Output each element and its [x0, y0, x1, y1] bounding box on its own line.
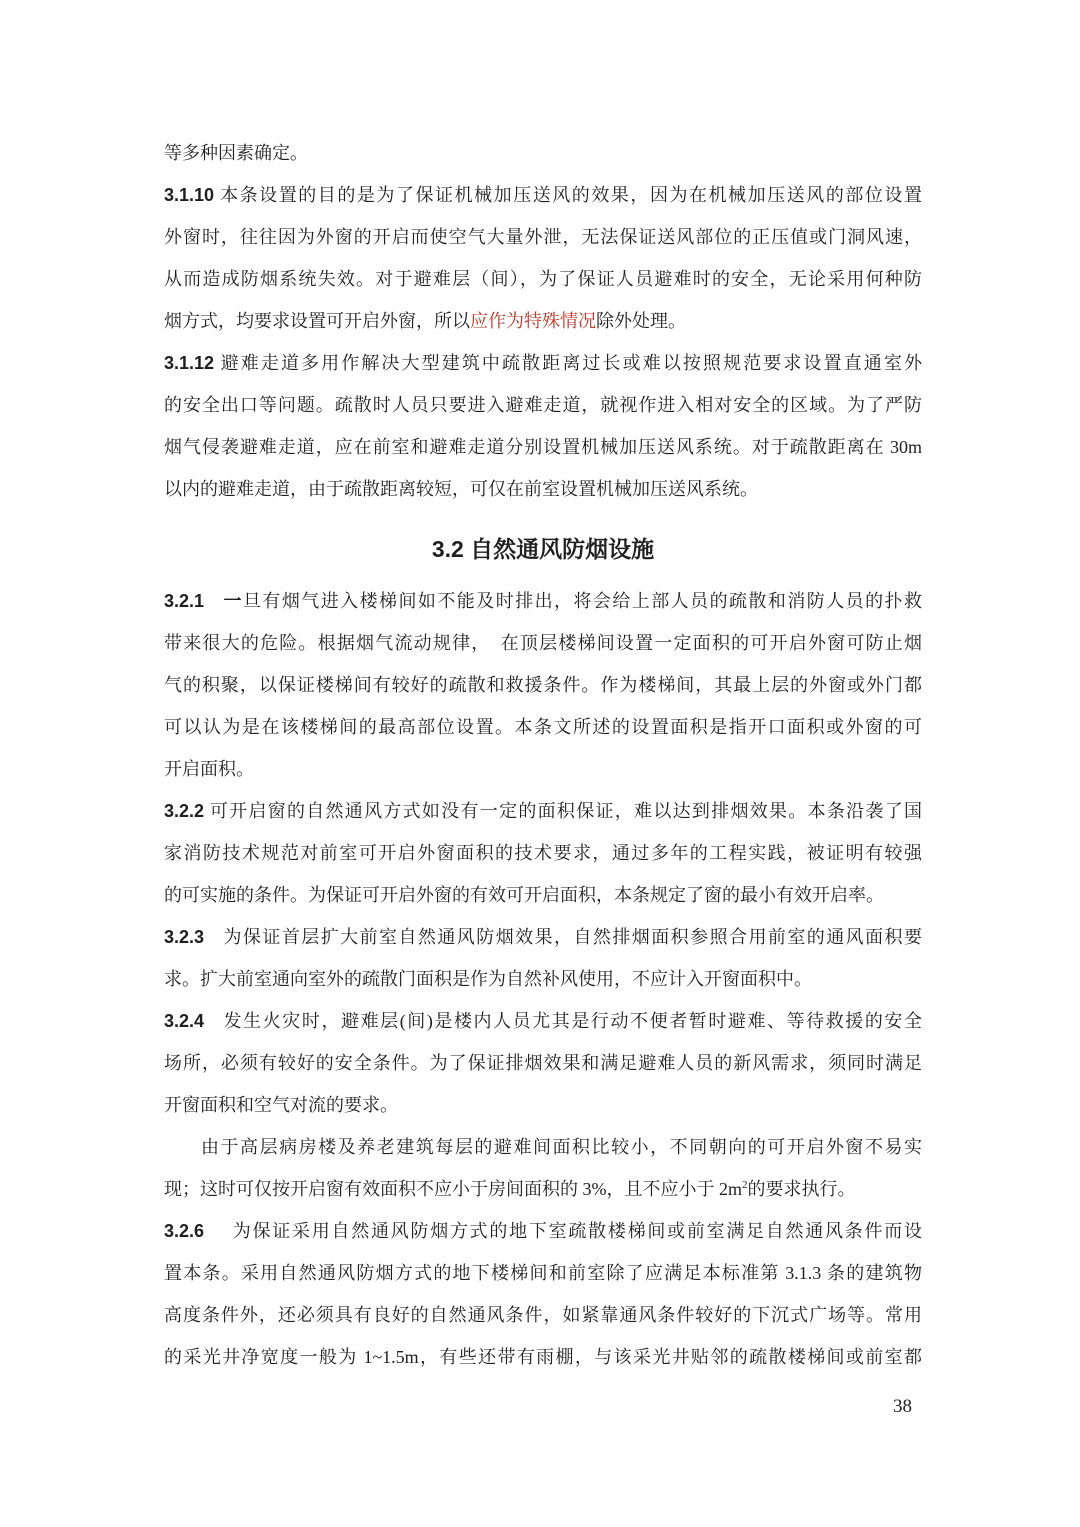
text-line [164, 874, 922, 916]
text-line [164, 216, 922, 258]
text-line [164, 748, 922, 790]
section-number: 3.2.2 [164, 801, 205, 821]
text-line [164, 832, 922, 874]
text-line [164, 132, 922, 174]
page-content [164, 132, 922, 1378]
text-segment: 为保证首层扩大前室自然通风防烟效果，自然排烟面积参照合用前室的通风面积要 [204, 927, 922, 947]
text-line [164, 1084, 922, 1126]
text-line [164, 1252, 922, 1294]
text-segment: 可以认为是在该楼梯间的最高部位设置。本条文所述的设置面积是指开口面积或外窗的可 [164, 717, 922, 737]
text-segment: 3.2 自然通风防烟设施 [431, 536, 655, 562]
text-segment: 本条设置的目的是为了保证机械加压送风的效果，因为在机械加压送风的部位设置 [214, 185, 922, 205]
text-segment: 等多种因素确定。 [164, 143, 308, 163]
text-segment: 的采光井净宽度一般为 1~1.5m，有些还带有雨棚，与该采光井贴邻的疏散楼梯间或前室都 [164, 1347, 922, 1367]
text-line [164, 342, 922, 384]
text-line [164, 1294, 922, 1336]
text-segment: 的可实施的条件。为保证可开启外窗的有效可开启面积，本条规定了窗的最小有效开启率。 [164, 885, 884, 905]
text-line [164, 1210, 922, 1252]
text-segment: 现；这时可仅按开启窗有效面积不应小于房间面积的 3%，且不应小于 2m [164, 1179, 742, 1199]
text-segment: 从而造成防烟系统失效。对于避难层（间），为了保证人员避难时的安全，无论采用何种防 [164, 269, 922, 289]
text-line [164, 1126, 922, 1168]
text-line [164, 1042, 922, 1084]
text-line [164, 790, 922, 832]
text-line [164, 468, 922, 510]
text-segment: 烟气侵袭避难走道，应在前室和避难走道分别设置机械加压送风系统。对于疏散距离在 30m [164, 437, 922, 457]
text-segment: 置本条。采用自然通风防烟方式的地下楼梯间和前室除了应满足本标准第 3.1.3 条的建筑物 [164, 1263, 922, 1283]
text-segment: 的要求执行。 [747, 1179, 856, 1199]
text-line [164, 580, 922, 622]
superscript: 2 [742, 1179, 748, 1191]
text-segment: 除外处理。 [596, 311, 686, 331]
section-number: 一 [222, 591, 243, 611]
text-segment: 由于高层病房楼及养老建筑每层的避难间面积比较小，不同朝向的可开启外窗不易实 [201, 1137, 922, 1157]
section-number: 3.1.10 [164, 185, 215, 205]
section-number: 3.2.4 [164, 1011, 205, 1031]
section-heading [164, 525, 922, 573]
text-line [164, 706, 922, 748]
text-line [164, 174, 922, 216]
text-segment: 发生火灾时，避难层(间)是楼内人员尤其是行动不便者暂时避难、等待救援的安全 [204, 1011, 922, 1031]
text-segment: 带来很大的危险。根据烟气流动规律， 在顶层楼梯间设置一定面积的可开启外窗可防止烟 [164, 633, 922, 653]
text-line [164, 300, 922, 342]
text-line [164, 664, 922, 706]
text-segment: 避难走道多用作解决大型建筑中疏散距离过长或难以按照规范要求设置直通室外 [214, 353, 922, 373]
text-segment: 外窗时，往往因为外窗的开启而使空气大量外泄，无法保证送风部位的正压值或门洞风速， [164, 227, 922, 247]
highlighted-text: 应作为特殊情况 [470, 311, 596, 331]
section-number: 3.2.3 [164, 927, 205, 947]
text-line [164, 622, 922, 664]
text-line [164, 916, 922, 958]
section-number: 3.2.1 [164, 591, 205, 611]
text-line [164, 258, 922, 300]
text-line [164, 1168, 922, 1210]
text-line [164, 958, 922, 1000]
text-line [164, 426, 922, 468]
text-segment: 开窗面积和空气对流的要求。 [164, 1095, 398, 1115]
text-segment: 场所，必须有较好的安全条件。为了保证排烟效果和满足避难人员的新风需求，须同时满足 [164, 1053, 922, 1073]
section-number: 3.2.6 [164, 1221, 205, 1241]
text-line [164, 1000, 922, 1042]
text-segment: 高度条件外，还必须具有良好的自然通风条件，如紧靠通风条件较好的下沉式广场等。常用 [164, 1305, 922, 1325]
page-number: 38 [893, 1396, 912, 1417]
text-segment [204, 591, 222, 611]
text-segment: 气的积聚，以保证楼梯间有较好的疏散和救援条件。作为楼梯间，其最上层的外窗或外门都 [164, 675, 922, 695]
text-segment: 烟方式，均要求设置可开启外窗，所以 [164, 311, 470, 331]
text-segment: 旦有烟气进入楼梯间如不能及时排出，将会给上部人员的疏散和消防人员的扑救 [242, 591, 922, 611]
text-segment: 开启面积。 [164, 759, 254, 779]
text-line [164, 384, 922, 426]
text-segment: 的安全出口等问题。疏散时人员只要进入避难走道，就视作进入相对安全的区域。为了严防 [164, 395, 922, 415]
text-line [164, 1336, 922, 1378]
section-number: 3.1.12 [164, 353, 215, 373]
text-segment: 求。扩大前室通向室外的疏散门面积是作为自然补风使用，不应计入开窗面积中。 [164, 969, 812, 989]
text-segment: 可开启窗的自然通风方式如没有一定的面积保证，难以达到排烟效果。本条沿袭了国 [204, 801, 922, 821]
text-segment: 以内的避难走道，由于疏散距离较短，可仅在前室设置机械加压送风系统。 [164, 479, 758, 499]
text-segment: 为保证采用自然通风防烟方式的地下室疏散楼梯间或前室满足自然通风条件而设 [204, 1221, 922, 1241]
text-segment: 家消防技术规范对前室可开启外窗面积的技术要求，通过多年的工程实践，被证明有较强 [164, 843, 922, 863]
